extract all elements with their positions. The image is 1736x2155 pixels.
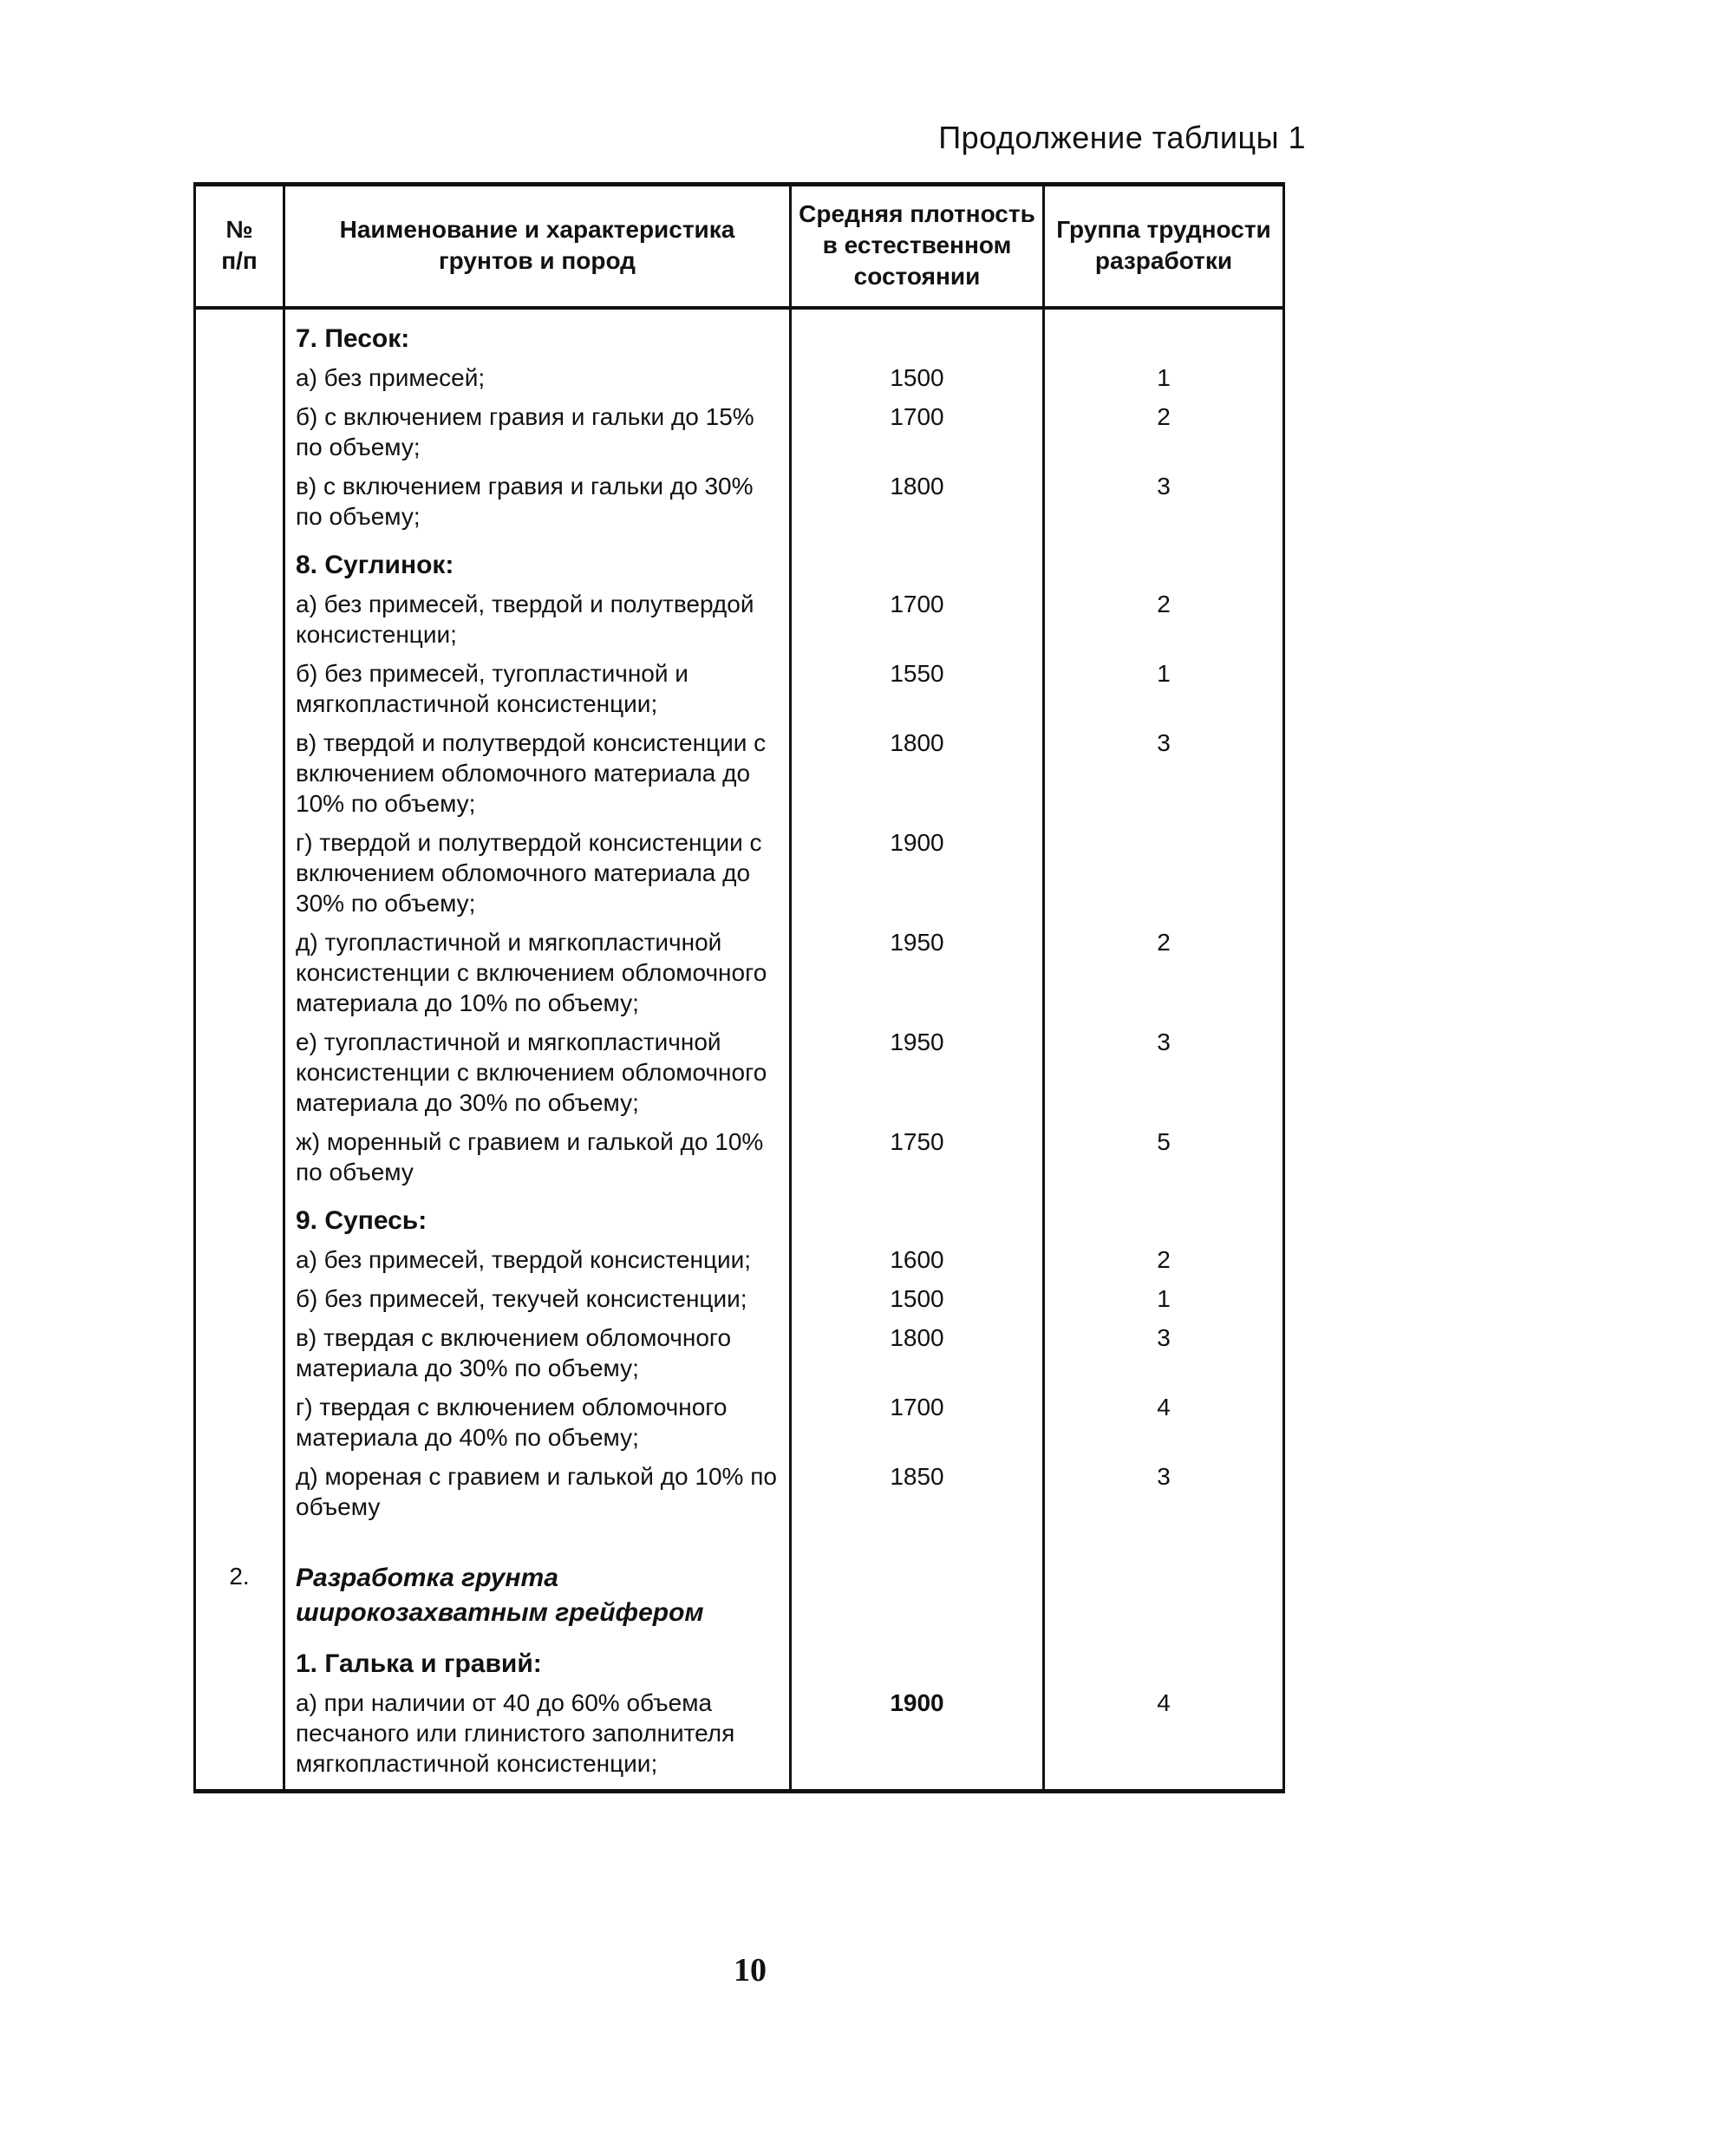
row-number bbox=[195, 1683, 284, 1792]
row-number: 2. bbox=[195, 1526, 284, 1635]
row-group: 3 bbox=[1044, 1022, 1284, 1122]
row-number bbox=[195, 1279, 284, 1318]
row-number bbox=[195, 723, 284, 823]
row-density: 1550 bbox=[791, 654, 1044, 723]
row-density: 1800 bbox=[791, 723, 1044, 823]
row-density: 1850 bbox=[791, 1457, 1044, 1526]
row-group bbox=[1044, 1635, 1284, 1683]
row-number bbox=[195, 358, 284, 397]
row-number bbox=[195, 654, 284, 723]
row-description: е) тугопластичной и мягкопластичной консистенции с включением обломочного материала до 30% по объему; bbox=[284, 1022, 791, 1122]
row-group: 5 bbox=[1044, 1122, 1284, 1192]
table-row bbox=[195, 397, 1284, 467]
row-description: б) с включением гравия и гальки до 15% по объему; bbox=[284, 397, 791, 467]
row-density: 1700 bbox=[791, 397, 1044, 467]
row-density: 1700 bbox=[791, 1388, 1044, 1457]
row-group: 1 bbox=[1044, 1279, 1284, 1318]
table-row bbox=[195, 1683, 1284, 1792]
soil-classification-table bbox=[193, 182, 1285, 1793]
row-group: 4 bbox=[1044, 1683, 1284, 1792]
row-description: 8. Суглинок: bbox=[284, 536, 791, 584]
table-row bbox=[195, 1279, 1284, 1318]
row-density: 1900 bbox=[791, 1683, 1044, 1792]
table-row bbox=[195, 1022, 1284, 1122]
row-group bbox=[1044, 308, 1284, 358]
row-number bbox=[195, 308, 284, 358]
row-density: 1950 bbox=[791, 923, 1044, 1022]
row-number bbox=[195, 1388, 284, 1457]
row-description: а) при наличии от 40 до 60% объема песчаного или глинистого заполнителя мягкопластичной консистенции; bbox=[284, 1683, 791, 1792]
row-number bbox=[195, 1457, 284, 1526]
row-description: д) тугопластичной и мягкопластичной консистенции с включением обломочного материала до 10% по объему; bbox=[284, 923, 791, 1022]
table-row bbox=[195, 1318, 1284, 1388]
row-number bbox=[195, 536, 284, 584]
table-row bbox=[195, 1526, 1284, 1635]
row-description: в) твердая с включением обломочного материала до 30% по объему; bbox=[284, 1318, 791, 1388]
row-description: в) твердой и полутвердой консистенции с включением обломочного материала до 10% по объему; bbox=[284, 723, 791, 823]
row-number bbox=[195, 1022, 284, 1122]
row-description: г) твердая с включением обломочного материала до 40% по объему; bbox=[284, 1388, 791, 1457]
table-row bbox=[195, 923, 1284, 1022]
row-description: 1. Галька и гравий: bbox=[284, 1635, 791, 1683]
row-number bbox=[195, 1240, 284, 1279]
row-density: 1950 bbox=[791, 1022, 1044, 1122]
row-group bbox=[1044, 823, 1284, 923]
table-row bbox=[195, 654, 1284, 723]
table-row bbox=[195, 1122, 1284, 1192]
row-number bbox=[195, 1635, 284, 1683]
row-description: 9. Супесь: bbox=[284, 1192, 791, 1240]
table-row bbox=[195, 1635, 1284, 1683]
row-density: 1700 bbox=[791, 584, 1044, 654]
row-number bbox=[195, 1122, 284, 1192]
row-group: 4 bbox=[1044, 1388, 1284, 1457]
row-number bbox=[195, 467, 284, 536]
table-continuation-caption: Продолжение таблицы 1 bbox=[938, 120, 1306, 155]
row-group: 1 bbox=[1044, 654, 1284, 723]
table-header-row bbox=[195, 185, 1284, 309]
row-number bbox=[195, 923, 284, 1022]
header-density: Средняя плотность в естественном состоянии bbox=[791, 185, 1044, 309]
header-group: Группа трудности разработки bbox=[1044, 185, 1284, 309]
row-number bbox=[195, 1318, 284, 1388]
row-description: в) с включением гравия и гальки до 30% по объему; bbox=[284, 467, 791, 536]
row-group bbox=[1044, 1526, 1284, 1635]
row-group: 3 bbox=[1044, 467, 1284, 536]
row-group: 1 bbox=[1044, 358, 1284, 397]
table-row bbox=[195, 723, 1284, 823]
row-density bbox=[791, 1192, 1044, 1240]
row-density bbox=[791, 536, 1044, 584]
row-description: б) без примесей, тугопластичной и мягкопластичной консистенции; bbox=[284, 654, 791, 723]
row-density: 1500 bbox=[791, 358, 1044, 397]
row-density: 1800 bbox=[791, 1318, 1044, 1388]
row-number bbox=[195, 584, 284, 654]
row-description: а) без примесей, твердой консистенции; bbox=[284, 1240, 791, 1279]
row-group bbox=[1044, 536, 1284, 584]
row-density: 1900 bbox=[791, 823, 1044, 923]
row-number bbox=[195, 823, 284, 923]
table-row bbox=[195, 536, 1284, 584]
table-row bbox=[195, 823, 1284, 923]
row-description: а) без примесей, твердой и полутвердой консистенции; bbox=[284, 584, 791, 654]
row-description: 7. Песок: bbox=[284, 308, 791, 358]
row-group: 2 bbox=[1044, 397, 1284, 467]
table-row bbox=[195, 1388, 1284, 1457]
row-description: б) без примесей, текучей консистенции; bbox=[284, 1279, 791, 1318]
row-density bbox=[791, 1635, 1044, 1683]
table-row bbox=[195, 1457, 1284, 1526]
row-description: Разработка грунта широкозахватным грейфером bbox=[284, 1526, 791, 1635]
table-row bbox=[195, 1192, 1284, 1240]
row-group: 3 bbox=[1044, 1318, 1284, 1388]
row-density: 1600 bbox=[791, 1240, 1044, 1279]
table-row bbox=[195, 308, 1284, 358]
row-group: 3 bbox=[1044, 723, 1284, 823]
header-number: № п/п bbox=[195, 185, 284, 309]
header-name: Наименование и характеристика грунтов и пород bbox=[284, 185, 791, 309]
row-group: 3 bbox=[1044, 1457, 1284, 1526]
table-row bbox=[195, 1240, 1284, 1279]
row-number bbox=[195, 1192, 284, 1240]
row-density bbox=[791, 1526, 1044, 1635]
row-description: а) без примесей; bbox=[284, 358, 791, 397]
row-density bbox=[791, 308, 1044, 358]
page-number: 10 bbox=[734, 1952, 767, 1988]
row-description: ж) моренный с гравием и галькой до 10% по объему bbox=[284, 1122, 791, 1192]
row-group: 2 bbox=[1044, 923, 1284, 1022]
row-description: д) мореная с гравием и галькой до 10% по объему bbox=[284, 1457, 791, 1526]
row-group: 2 bbox=[1044, 1240, 1284, 1279]
row-group: 2 bbox=[1044, 584, 1284, 654]
table-row bbox=[195, 358, 1284, 397]
row-number bbox=[195, 397, 284, 467]
row-density: 1800 bbox=[791, 467, 1044, 536]
table-row bbox=[195, 467, 1284, 536]
row-density: 1500 bbox=[791, 1279, 1044, 1318]
row-density: 1750 bbox=[791, 1122, 1044, 1192]
row-description: г) твердой и полутвердой консистенции с включением обломочного материала до 30% по объему; bbox=[284, 823, 791, 923]
row-group bbox=[1044, 1192, 1284, 1240]
table-row bbox=[195, 584, 1284, 654]
